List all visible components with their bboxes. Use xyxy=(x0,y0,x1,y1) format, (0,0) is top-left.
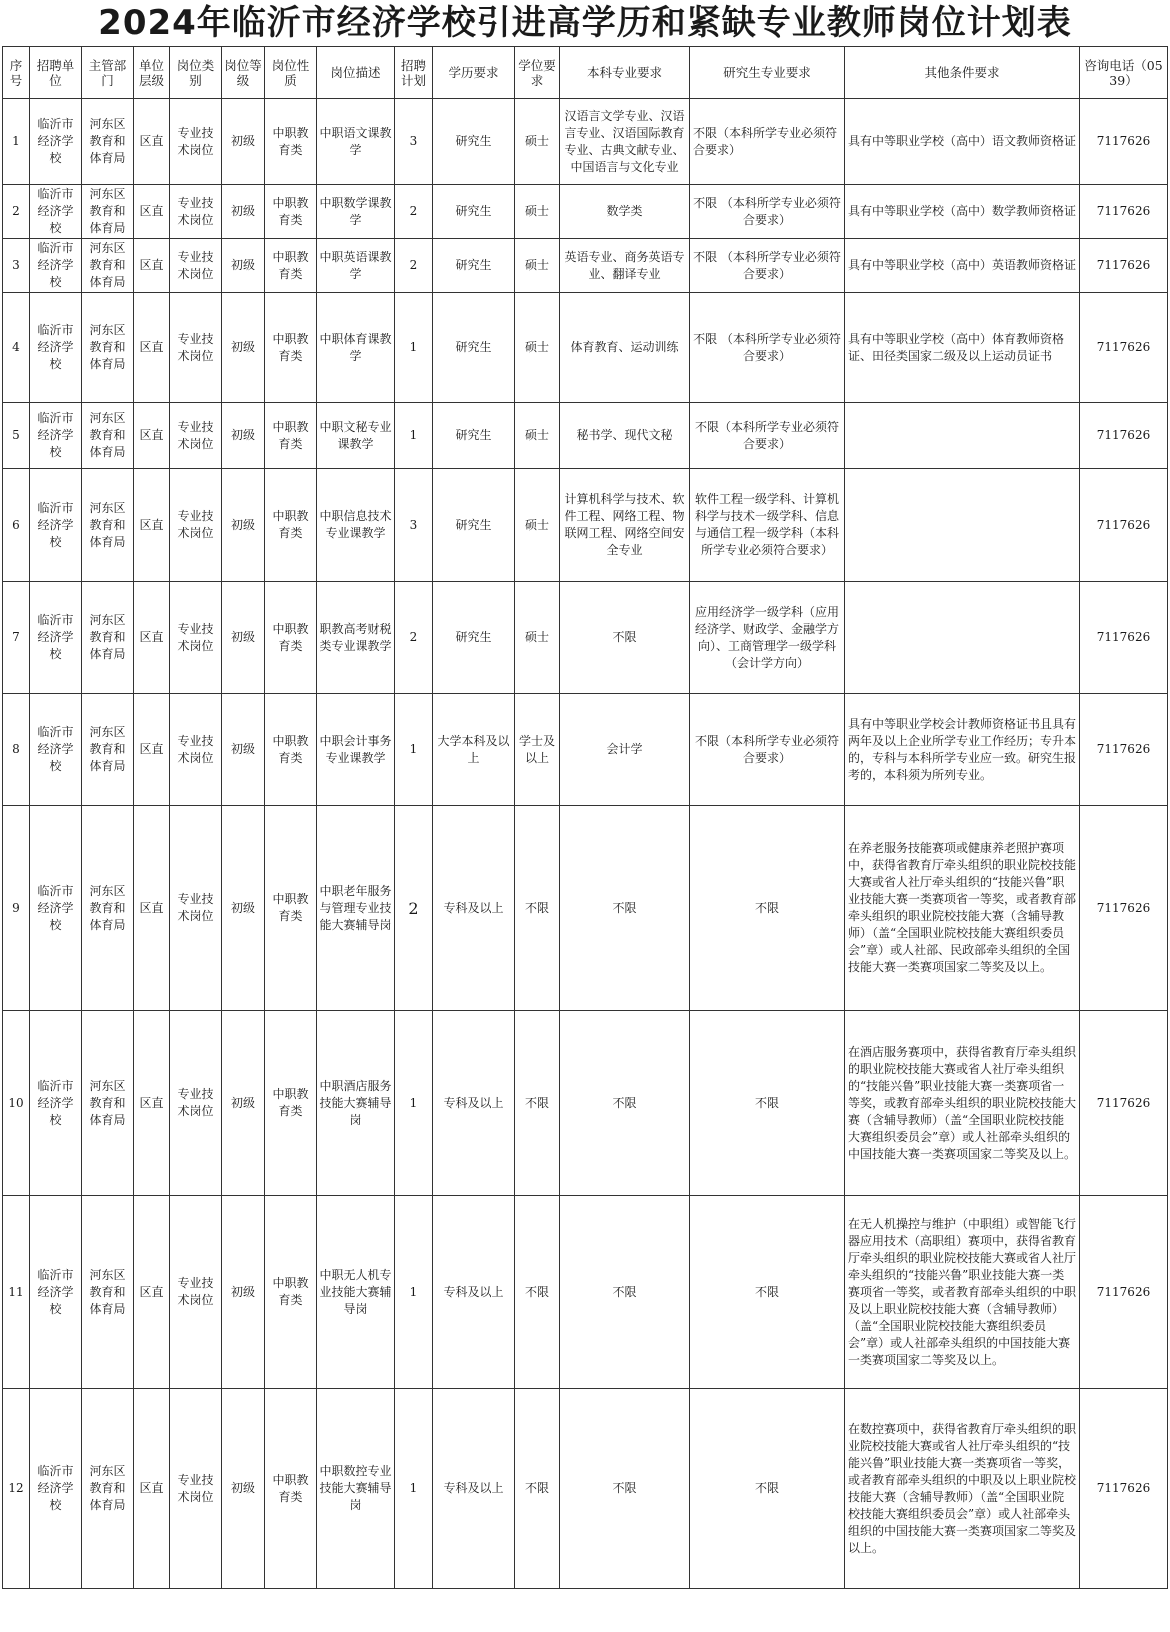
cell-no: 11 xyxy=(3,1196,30,1389)
cell-ug: 计算机科学与技术、软件工程、网络工程、物联网工程、网络空间安全专业 xyxy=(560,469,690,582)
cell-dept: 河东区教育和体育局 xyxy=(82,582,134,694)
cell-category: 专业技术岗位 xyxy=(170,293,222,403)
cell-level: 区直 xyxy=(134,293,170,403)
page-title: 2024年临沂市经济学校引进高学历和紧缺专业教师岗位计划表 xyxy=(98,3,1072,43)
cell-other: 具有中等职业学校（高中）体育教师资格证、田径类国家二级及以上运动员证书 xyxy=(845,293,1080,403)
cell-grad: 不限 xyxy=(690,1011,845,1196)
cell-unit: 临沂市经济学校 xyxy=(30,694,82,806)
cell-phone: 7117626 xyxy=(1080,694,1168,806)
cell-grad: 不限 （本科所学专业必须符合要求） xyxy=(690,239,845,293)
cell-grade: 初级 xyxy=(222,582,265,694)
cell-desc: 中职酒店服务技能大赛辅导岗 xyxy=(317,1011,395,1196)
cell-nature: 中职教育类 xyxy=(265,694,317,806)
cell-dept: 河东区教育和体育局 xyxy=(82,1196,134,1389)
cell-category: 专业技术岗位 xyxy=(170,1196,222,1389)
cell-desc: 中职数控专业技能大赛辅导岗 xyxy=(317,1389,395,1589)
cell-ug: 不限 xyxy=(560,582,690,694)
cell-no: 12 xyxy=(3,1389,30,1589)
cell-edu: 研究生 xyxy=(433,403,515,469)
cell-category: 专业技术岗位 xyxy=(170,582,222,694)
cell-ug: 会计学 xyxy=(560,694,690,806)
cell-plan: 2 xyxy=(395,185,433,239)
cell-category: 专业技术岗位 xyxy=(170,469,222,582)
cell-plan: 1 xyxy=(395,293,433,403)
cell-other: 具有中等职业学校（高中）英语教师资格证 xyxy=(845,239,1080,293)
cell-category: 专业技术岗位 xyxy=(170,1011,222,1196)
cell-edu: 研究生 xyxy=(433,582,515,694)
cell-grad: 应用经济学一级学科（应用经济学、财政学、金融学方向）、工商管理学一级学科（会计学方向） xyxy=(690,582,845,694)
cell-grade: 初级 xyxy=(222,1011,265,1196)
cell-degree: 硕士 xyxy=(515,582,560,694)
cell-dept: 河东区教育和体育局 xyxy=(82,185,134,239)
cell-edu: 研究生 xyxy=(433,293,515,403)
cell-grad: 软件工程一级学科、计算机科学与技术一级学科、信息与通信工程一级学科（本科所学专业必须符合要求） xyxy=(690,469,845,582)
cell-other xyxy=(845,403,1080,469)
cell-unit: 临沂市经济学校 xyxy=(30,293,82,403)
cell-edu: 专科及以上 xyxy=(433,1011,515,1196)
cell-phone: 7117626 xyxy=(1080,1389,1168,1589)
cell-level: 区直 xyxy=(134,185,170,239)
cell-ug: 不限 xyxy=(560,1196,690,1389)
cell-nature: 中职教育类 xyxy=(265,1389,317,1589)
cell-category: 专业技术岗位 xyxy=(170,185,222,239)
cell-category: 专业技术岗位 xyxy=(170,403,222,469)
cell-dept: 河东区教育和体育局 xyxy=(82,694,134,806)
header-cell: 学位要求 xyxy=(515,47,560,99)
header-cell: 咨询电话（0539） xyxy=(1080,47,1168,99)
header-cell: 序号 xyxy=(3,47,30,99)
cell-desc: 中职会计事务专业课教学 xyxy=(317,694,395,806)
cell-no: 10 xyxy=(3,1011,30,1196)
table-row xyxy=(3,293,1168,403)
cell-phone: 7117626 xyxy=(1080,1196,1168,1389)
header-cell: 岗位性质 xyxy=(265,47,317,99)
cell-grad: 不限 xyxy=(690,1196,845,1389)
cell-other: 具有中等职业学校（高中）数学教师资格证 xyxy=(845,185,1080,239)
cell-ug: 数学类 xyxy=(560,185,690,239)
cell-dept: 河东区教育和体育局 xyxy=(82,469,134,582)
cell-plan: 2 xyxy=(395,806,433,1011)
cell-unit: 临沂市经济学校 xyxy=(30,239,82,293)
cell-edu: 大学本科及以上 xyxy=(433,694,515,806)
cell-nature: 中职教育类 xyxy=(265,403,317,469)
cell-nature: 中职教育类 xyxy=(265,582,317,694)
cell-ug: 不限 xyxy=(560,1389,690,1589)
cell-no: 5 xyxy=(3,403,30,469)
cell-degree: 硕士 xyxy=(515,469,560,582)
cell-plan: 1 xyxy=(395,1011,433,1196)
cell-ug: 汉语言文学专业、汉语言专业、汉语国际教育专业、古典文献专业、中国语言与文化专业 xyxy=(560,99,690,185)
cell-ug: 体育教育、运动训练 xyxy=(560,293,690,403)
table-row xyxy=(3,806,1168,1011)
cell-unit: 临沂市经济学校 xyxy=(30,469,82,582)
table-row xyxy=(3,239,1168,293)
cell-desc: 中职语文课教学 xyxy=(317,99,395,185)
header-cell: 其他条件要求 xyxy=(845,47,1080,99)
cell-phone: 7117626 xyxy=(1080,293,1168,403)
cell-plan: 1 xyxy=(395,1389,433,1589)
cell-unit: 临沂市经济学校 xyxy=(30,185,82,239)
cell-category: 专业技术岗位 xyxy=(170,1389,222,1589)
header-cell: 本科专业要求 xyxy=(560,47,690,99)
cell-other: 在养老服务技能赛项或健康养老照护赛项中，获得省教育厅牵头组织的职业院校技能大赛或省人社厅牵头组织的“技能兴鲁”职业技能大赛一类赛项省一等奖，或者教育部牵头组织的职业院校技能大赛（含辅导教师）（盖“全国职业院校技能大赛组织委员会”章）或人社部、民政部牵头组织的全国技能大赛一类赛项国家二等奖及以上。 xyxy=(845,806,1080,1011)
cell-degree: 硕士 xyxy=(515,185,560,239)
cell-edu: 研究生 xyxy=(433,239,515,293)
cell-degree: 不限 xyxy=(515,1196,560,1389)
cell-level: 区直 xyxy=(134,239,170,293)
table-row xyxy=(3,694,1168,806)
cell-category: 专业技术岗位 xyxy=(170,694,222,806)
cell-level: 区直 xyxy=(134,469,170,582)
cell-other xyxy=(845,582,1080,694)
header-cell: 主管部门 xyxy=(82,47,134,99)
cell-edu: 研究生 xyxy=(433,185,515,239)
cell-nature: 中职教育类 xyxy=(265,806,317,1011)
table-row xyxy=(3,1196,1168,1389)
header-cell: 研究生专业要求 xyxy=(690,47,845,99)
table-body xyxy=(3,99,1168,1589)
cell-desc: 中职数学课教学 xyxy=(317,185,395,239)
table-row xyxy=(3,185,1168,239)
cell-nature: 中职教育类 xyxy=(265,99,317,185)
cell-grade: 初级 xyxy=(222,806,265,1011)
cell-no: 6 xyxy=(3,469,30,582)
cell-ug: 不限 xyxy=(560,806,690,1011)
table-row xyxy=(3,582,1168,694)
cell-unit: 临沂市经济学校 xyxy=(30,1196,82,1389)
cell-grade: 初级 xyxy=(222,403,265,469)
cell-no: 8 xyxy=(3,694,30,806)
cell-grad: 不限 xyxy=(690,1389,845,1589)
cell-nature: 中职教育类 xyxy=(265,1196,317,1389)
table-header-row xyxy=(3,47,1168,99)
cell-edu: 专科及以上 xyxy=(433,806,515,1011)
cell-no: 3 xyxy=(3,239,30,293)
cell-dept: 河东区教育和体育局 xyxy=(82,806,134,1011)
cell-phone: 7117626 xyxy=(1080,403,1168,469)
cell-grad: 不限（本科所学专业必须符合要求） xyxy=(690,99,845,185)
cell-other: 在数控赛项中，获得省教育厅牵头组织的职业院校技能大赛或省人社厅牵头组织的“技能兴鲁”职业技能大赛一类赛项省一等奖，或者教育部牵头组织的中职及以上职业院校技能大赛（含辅导教师）（盖“全国职业院校技能大赛组织委员会”章）或人社部牵头组织的中国技能大赛一类赛项国家二等奖及以上。 xyxy=(845,1389,1080,1589)
cell-phone: 7117626 xyxy=(1080,99,1168,185)
cell-desc: 中职信息技术专业课教学 xyxy=(317,469,395,582)
cell-desc: 职教高考财税类专业课教学 xyxy=(317,582,395,694)
table-row xyxy=(3,403,1168,469)
cell-phone: 7117626 xyxy=(1080,806,1168,1011)
cell-unit: 临沂市经济学校 xyxy=(30,806,82,1011)
cell-plan: 2 xyxy=(395,582,433,694)
cell-edu: 专科及以上 xyxy=(433,1196,515,1389)
cell-grade: 初级 xyxy=(222,469,265,582)
cell-degree: 硕士 xyxy=(515,403,560,469)
cell-level: 区直 xyxy=(134,1196,170,1389)
cell-phone: 7117626 xyxy=(1080,185,1168,239)
cell-degree: 不限 xyxy=(515,806,560,1011)
cell-plan: 1 xyxy=(395,694,433,806)
cell-grad: 不限（本科所学专业必须符合要求） xyxy=(690,403,845,469)
cell-degree: 硕士 xyxy=(515,293,560,403)
cell-unit: 临沂市经济学校 xyxy=(30,1389,82,1589)
cell-grad: 不限 （本科所学专业必须符合要求） xyxy=(690,293,845,403)
cell-level: 区直 xyxy=(134,403,170,469)
cell-dept: 河东区教育和体育局 xyxy=(82,1011,134,1196)
cell-other: 在酒店服务赛项中，获得省教育厅牵头组织的职业院校技能大赛或省人社厅牵头组织的“技能兴鲁”职业技能大赛一类赛项省一等奖，或教育部牵头组织的职业院校技能大赛（含辅导教师）（盖“全国职业院校技能大赛组织委员会”章）或人社部牵头组织的中国技能大赛一类赛项国家二等奖及以上。 xyxy=(845,1011,1080,1196)
cell-grade: 初级 xyxy=(222,293,265,403)
cell-grade: 初级 xyxy=(222,1389,265,1589)
cell-dept: 河东区教育和体育局 xyxy=(82,403,134,469)
cell-nature: 中职教育类 xyxy=(265,1011,317,1196)
cell-degree: 不限 xyxy=(515,1011,560,1196)
cell-no: 1 xyxy=(3,99,30,185)
cell-edu: 研究生 xyxy=(433,469,515,582)
cell-grade: 初级 xyxy=(222,185,265,239)
cell-category: 专业技术岗位 xyxy=(170,99,222,185)
cell-edu: 研究生 xyxy=(433,99,515,185)
cell-desc: 中职老年服务与管理专业技能大赛辅导岗 xyxy=(317,806,395,1011)
cell-phone: 7117626 xyxy=(1080,239,1168,293)
cell-degree: 硕士 xyxy=(515,99,560,185)
cell-nature: 中职教育类 xyxy=(265,239,317,293)
cell-level: 区直 xyxy=(134,1011,170,1196)
cell-plan: 1 xyxy=(395,1196,433,1389)
header-cell: 岗位等级 xyxy=(222,47,265,99)
cell-ug: 不限 xyxy=(560,1011,690,1196)
cell-grade: 初级 xyxy=(222,99,265,185)
header-cell: 学历要求 xyxy=(433,47,515,99)
cell-dept: 河东区教育和体育局 xyxy=(82,1389,134,1589)
cell-desc: 中职无人机专业技能大赛辅导岗 xyxy=(317,1196,395,1389)
cell-edu: 专科及以上 xyxy=(433,1389,515,1589)
cell-unit: 临沂市经济学校 xyxy=(30,582,82,694)
cell-nature: 中职教育类 xyxy=(265,185,317,239)
cell-desc: 中职体育课教学 xyxy=(317,293,395,403)
cell-other: 具有中等职业学校会计教师资格证书且具有两年及以上企业所学专业工作经历；专升本的，专科与本科所学专业应一致。研究生报考的，本科须为所列专业。 xyxy=(845,694,1080,806)
cell-phone: 7117626 xyxy=(1080,1011,1168,1196)
cell-degree: 学士及以上 xyxy=(515,694,560,806)
cell-unit: 临沂市经济学校 xyxy=(30,1011,82,1196)
table-row xyxy=(3,99,1168,185)
cell-desc: 中职文秘专业课教学 xyxy=(317,403,395,469)
cell-degree: 硕士 xyxy=(515,239,560,293)
cell-grade: 初级 xyxy=(222,239,265,293)
cell-no: 7 xyxy=(3,582,30,694)
cell-ug: 秘书学、现代文秘 xyxy=(560,403,690,469)
cell-plan: 2 xyxy=(395,239,433,293)
cell-dept: 河东区教育和体育局 xyxy=(82,293,134,403)
cell-ug: 英语专业、商务英语专业、翻译专业 xyxy=(560,239,690,293)
header-cell: 岗位描述 xyxy=(317,47,395,99)
cell-other: 具有中等职业学校（高中）语文教师资格证 xyxy=(845,99,1080,185)
table-row xyxy=(3,469,1168,582)
header-cell: 岗位类别 xyxy=(170,47,222,99)
header-cell: 招聘单位 xyxy=(30,47,82,99)
cell-plan: 1 xyxy=(395,403,433,469)
table-row xyxy=(3,1389,1168,1589)
cell-nature: 中职教育类 xyxy=(265,293,317,403)
cell-phone: 7117626 xyxy=(1080,582,1168,694)
cell-grade: 初级 xyxy=(222,694,265,806)
cell-desc: 中职英语课教学 xyxy=(317,239,395,293)
header-cell: 单位层级 xyxy=(134,47,170,99)
cell-unit: 临沂市经济学校 xyxy=(30,403,82,469)
cell-grad: 不限 （本科所学专业必须符合要求） xyxy=(690,185,845,239)
cell-plan: 3 xyxy=(395,99,433,185)
cell-no: 4 xyxy=(3,293,30,403)
cell-no: 2 xyxy=(3,185,30,239)
cell-category: 专业技术岗位 xyxy=(170,806,222,1011)
table-row xyxy=(3,1011,1168,1196)
cell-other xyxy=(845,469,1080,582)
cell-level: 区直 xyxy=(134,694,170,806)
cell-level: 区直 xyxy=(134,1389,170,1589)
cell-phone: 7117626 xyxy=(1080,469,1168,582)
cell-no: 9 xyxy=(3,806,30,1011)
cell-unit: 临沂市经济学校 xyxy=(30,99,82,185)
recruitment-plan-table xyxy=(2,46,1168,1589)
cell-degree: 不限 xyxy=(515,1389,560,1589)
cell-plan: 3 xyxy=(395,469,433,582)
cell-grad: 不限（本科所学专业必须符合要求） xyxy=(690,694,845,806)
cell-level: 区直 xyxy=(134,806,170,1011)
header-cell: 招聘计划 xyxy=(395,47,433,99)
cell-grade: 初级 xyxy=(222,1196,265,1389)
cell-dept: 河东区教育和体育局 xyxy=(82,239,134,293)
cell-level: 区直 xyxy=(134,99,170,185)
cell-grad: 不限 xyxy=(690,806,845,1011)
cell-category: 专业技术岗位 xyxy=(170,239,222,293)
cell-level: 区直 xyxy=(134,582,170,694)
cell-dept: 河东区教育和体育局 xyxy=(82,99,134,185)
cell-other: 在无人机操控与维护（中职组）或智能飞行器应用技术（高职组）赛项中，获得省教育厅牵头组织的职业院校技能大赛或省人社厅牵头组织的“技能兴鲁”职业技能大赛一类赛项省一等奖，或者教育部牵头组织的中职及以上职业院校技能大赛（含辅导教师）（盖“全国职业院校技能大赛组织委员会”章）或人社部牵头组织的中国技能大赛一类赛项国家二等奖及以上。 xyxy=(845,1196,1080,1389)
cell-nature: 中职教育类 xyxy=(265,469,317,582)
